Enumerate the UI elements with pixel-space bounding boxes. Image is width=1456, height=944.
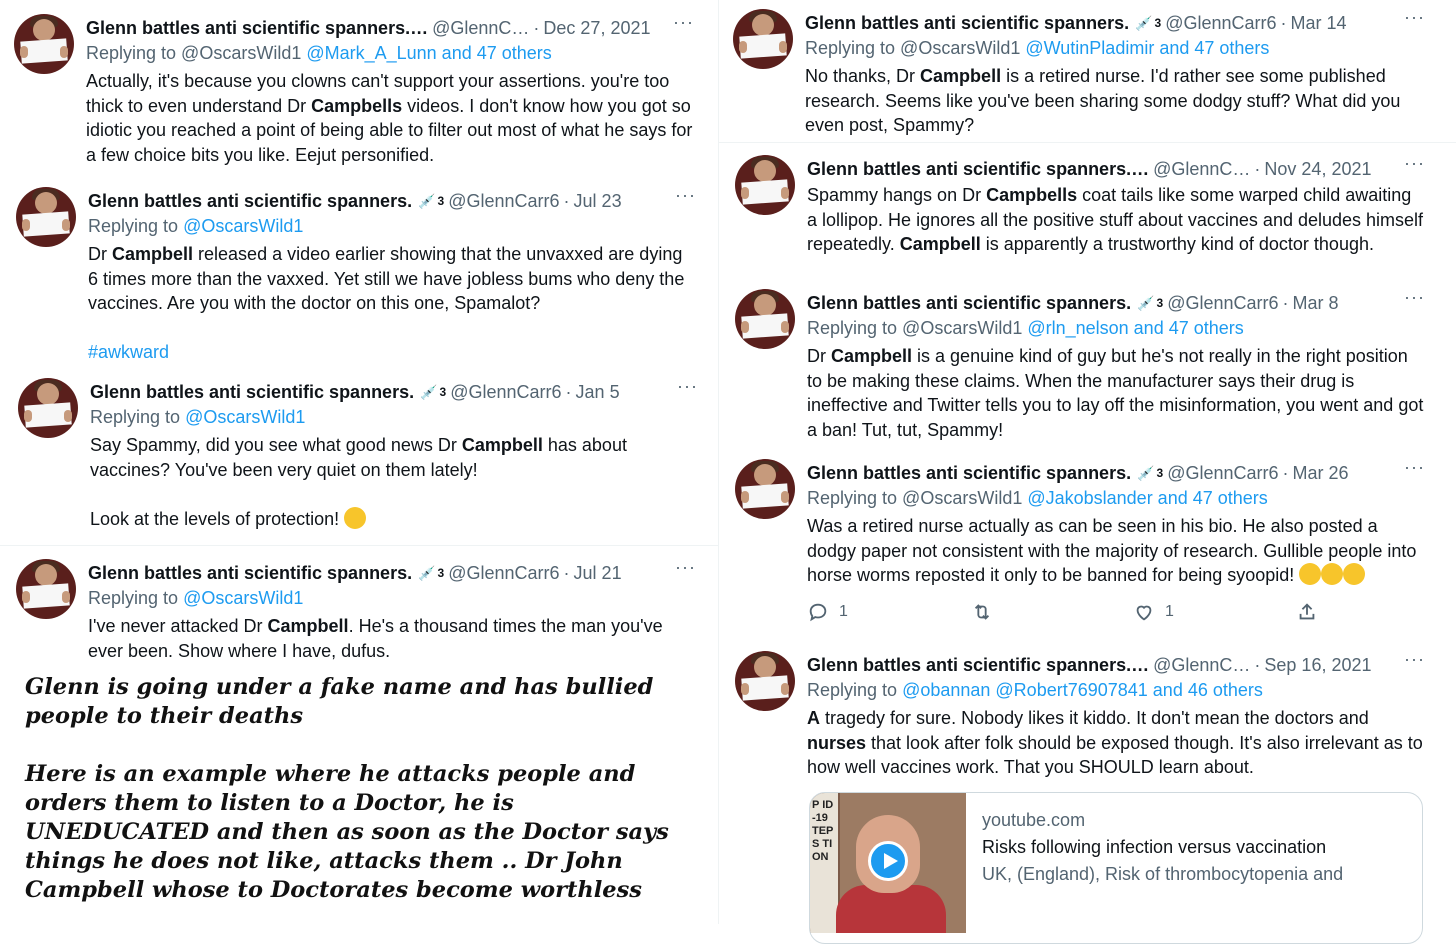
tweet-date[interactable]: Mar 8 [1292, 292, 1339, 313]
user-handle[interactable]: @GlennC… [432, 17, 530, 38]
user-handle[interactable]: @GlennCarr6 [450, 381, 562, 402]
tweet-text: Say Spammy, did you see what good news Dr Campbell has about vaccines? You've been very quiet on them lately! Look at the levels of protection! [90, 435, 627, 529]
more-options-icon[interactable]: ··· [1404, 287, 1425, 307]
avatar[interactable] [14, 14, 74, 74]
mention-link[interactable]: @obannan @Robert76907841 and 46 others [902, 680, 1263, 700]
highlighted-term: Campbell [899, 234, 981, 254]
display-name[interactable]: Glenn battles anti scientific spanners. [807, 462, 1132, 483]
play-icon[interactable] [868, 841, 908, 881]
tweet-text: A tragedy for sure. Nobody likes it kiddo. It don't mean the doctors and nurses that look after folk should be exposed though. It's also irrelevant as to how well vaccines work. That you SHOULD learn about. [807, 708, 1423, 777]
tweet-left-1[interactable]: Glenn battles anti scientific spanners.… @GlennC… · Dec 27, 2021 ··· Replying to @OscarsWild1 @Mark_A_Lunn and 47 others Actually, it's because you clowns can't support your assertions. you're too thick to even understand Dr Campbells videos. I don't know how you got so idiotic you reached a point of being able to filter out most of what he says for a few choice bits you like. Eejut personified. [12, 14, 712, 174]
badge-count: 3 [1156, 296, 1164, 310]
highlighted-term: Campbell [267, 616, 349, 636]
replying-to: Replying to @obannan @Robert76907841 and 46 others [807, 680, 1263, 700]
avatar[interactable] [735, 459, 795, 519]
overlay-caption [25, 673, 705, 905]
share-button[interactable] [1296, 601, 1456, 623]
like-count: 1 [1165, 603, 1174, 620]
right-tweet-column [718, 0, 1456, 924]
emoji-icon [344, 507, 366, 529]
share-icon [1296, 601, 1318, 623]
user-handle[interactable]: @GlennC… [1153, 158, 1251, 179]
retweet-icon [970, 601, 994, 623]
display-name[interactable]: Glenn battles anti scientific spanners.… [86, 17, 429, 38]
user-handle[interactable]: @GlennCarr6 [1167, 292, 1279, 313]
syringe-icon: 💉 [420, 383, 438, 400]
reply-icon [807, 601, 829, 623]
tweet-date[interactable]: Jul 23 [573, 190, 622, 211]
tweet-date[interactable]: Nov 24, 2021 [1264, 158, 1372, 179]
more-options-icon[interactable]: ··· [675, 185, 696, 205]
card-domain: youtube.com [982, 810, 1086, 830]
syringe-icon: 💉 [418, 192, 436, 209]
divider [0, 545, 718, 546]
mention-link[interactable]: @Mark_A_Lunn and 47 others [306, 43, 552, 63]
highlighted-term: Campbell [920, 66, 1002, 86]
card-title: Risks following infection versus vaccination [982, 837, 1327, 857]
badge-count: 3 [437, 566, 445, 580]
tweet-text: I've never attacked Dr Campbell. He's a thousand times the man you've ever been. Show where I have, dufus. [88, 616, 663, 661]
caption-line-1: Glenn is going under a fake name and has bullied people to their deaths [25, 674, 654, 729]
divider [719, 142, 1456, 143]
card-description: UK, (England), Risk of thrombocytopenia and [982, 864, 1344, 884]
syringe-icon: 💉 [1135, 14, 1153, 31]
tweet-date[interactable]: Jul 21 [573, 562, 622, 583]
display-name[interactable]: Glenn battles anti scientific spanners. [88, 190, 413, 211]
tweet-text: Actually, it's because you clowns can't support your assertions. you're too thick to even understand Dr Campbells videos. I don't know how you got so idiotic you reached a point of being able to filter out most of what he says for a few choice bits you like. Eejut personified. [86, 71, 693, 165]
badge-count: 3 [1156, 466, 1164, 480]
tweet-text: Was a retired nurse actually as can be seen in his bio. He also posted a dodgy paper not consistent with the majority of research. Gullible people into horse worms reposted it only to be banned for being syoopid! [807, 516, 1417, 585]
highlighted-term: Campbells [986, 185, 1078, 205]
more-options-icon[interactable]: ··· [1404, 649, 1425, 669]
avatar[interactable] [16, 187, 76, 247]
replying-to: Replying to @OscarsWild1 [88, 588, 304, 608]
hashtag-link[interactable]: #awkward [88, 342, 170, 362]
syringe-icon: 💉 [418, 564, 436, 581]
mention-link[interactable]: @OscarsWild1 [183, 588, 304, 608]
heart-icon [1133, 601, 1155, 623]
tweet-actions [807, 601, 1456, 623]
highlighted-term: Campbell [112, 244, 194, 264]
highlighted-term: A [807, 708, 820, 728]
highlighted-term: Campbell [831, 346, 913, 366]
emoji-icon [1343, 563, 1365, 585]
tweet-text: Dr Campbell released a video earlier showing that the unvaxxed are dying 6 times more than the vaxxed. Yet still we have jobless bums who deny the vaccines. Are you with the doctor on this one, Spamalot? #awkward [88, 244, 685, 362]
display-name[interactable]: Glenn battles anti scientific spanners. [807, 292, 1132, 313]
reply-button[interactable] [807, 601, 970, 623]
highlighted-term: nurses [807, 732, 867, 753]
tweet-text: Spammy hangs on Dr Campbells coat tails like some warped child awaiting a lollipop. He ignores all the positive stuff about vaccines and deludes himself repeatedly. Campbell is apparently a trustworthy kind of doctor though. [807, 185, 1424, 254]
more-options-icon[interactable]: ··· [1404, 7, 1425, 27]
tweet-left-2[interactable]: Glenn battles anti scientific spanners. 💉 3 @GlennCarr6 · Jul 23 ··· Replying to @OscarsWild1 Dr Campbell released a video earlier showing that the unvaxxed are dying 6 times more than the vaxxed. Yet still we have jobless bums who deny the vaccines. Are you with the doctor on this one, Spamalot? #awkward [14, 187, 714, 367]
user-handle[interactable]: @GlennCarr6 [1165, 12, 1277, 33]
replying-to: Replying to @OscarsWild1 [90, 407, 306, 427]
more-options-icon[interactable]: ··· [673, 12, 694, 32]
video-thumbnail[interactable] [810, 793, 966, 933]
more-options-icon[interactable]: ··· [675, 557, 696, 577]
more-options-icon[interactable]: ··· [1404, 153, 1425, 173]
tweet-date[interactable]: Sep 16, 2021 [1264, 654, 1372, 675]
user-handle[interactable]: @GlennCarr6 [448, 190, 560, 211]
retweet-button[interactable] [970, 601, 1133, 623]
card-text [982, 807, 1412, 888]
display-name[interactable]: Glenn battles anti scientific spanners.… [807, 654, 1150, 675]
highlighted-term: Campbell [461, 435, 543, 455]
thumbnail-text: P ID-19 TEPS TION [812, 799, 834, 863]
mention-link[interactable]: @rln_nelson and 47 others [1027, 318, 1244, 338]
display-name[interactable]: Glenn battles anti scientific spanners. [88, 562, 413, 583]
avatar[interactable] [735, 651, 795, 711]
mention-link[interactable]: @Jakobslander and 47 others [1027, 488, 1268, 508]
badge-count: 3 [437, 194, 445, 208]
tweet-right-3[interactable]: Glenn battles anti scientific spanners. 💉 3 @GlennCarr6 · Mar 8 ··· Replying to @OscarsWild1 @rln_nelson and 47 others Dr Campbell is a genuine kind of guy but he's not really in the right position to be making these claims. When the manufacturer says their drug is ineffective and Twitter tells you to lay off the misinformation, you went and got a ban! Tut, tut, Spammy! [733, 289, 1443, 449]
user-handle[interactable]: @GlennCarr6 [1167, 462, 1279, 483]
more-options-icon[interactable]: ··· [1404, 457, 1425, 477]
display-name[interactable]: Glenn battles anti scientific spanners. [805, 12, 1130, 33]
avatar[interactable] [735, 155, 795, 215]
mention-link[interactable]: @OscarsWild1 [185, 407, 306, 427]
user-handle[interactable]: @GlennCarr6 [448, 562, 560, 583]
badge-count: 3 [1154, 16, 1162, 30]
replying-to: Replying to @OscarsWild1 @Mark_A_Lunn and 47 others [86, 43, 552, 63]
badge-count: 3 [439, 385, 447, 399]
reply-count: 1 [839, 603, 848, 620]
tweet-text: Dr Campbell is a genuine kind of guy but he's not really in the right position to be making these claims. When the manufacturer says their drug is ineffective and Twitter tells you to lay off the misinformation, you went and got a ban! Tut, tut, Spammy! [807, 346, 1424, 440]
replying-to: Replying to @OscarsWild1 @WutinPladimir and 47 others [805, 38, 1270, 58]
tweet-text: No thanks, Dr Campbell is a retired nurse. I'd rather see some published research. Seems like you've been sharing some dodgy stuff? What did you even post, Spammy? [805, 66, 1401, 135]
display-name[interactable]: Glenn battles anti scientific spanners. [90, 381, 415, 402]
syringe-icon: 💉 [1137, 294, 1155, 311]
tweet-date[interactable]: Jan 5 [575, 381, 620, 402]
like-button[interactable] [1133, 601, 1296, 623]
more-options-icon[interactable]: ··· [677, 376, 698, 396]
tweet-left-4[interactable]: Glenn battles anti scientific spanners. 💉 3 @GlennCarr6 · Jul 21 ··· Replying to @OscarsWild1 I've never attacked Dr Campbell. He's a thousand times the man you've ever been. Show where I have, dufus. [14, 559, 714, 665]
syringe-icon: 💉 [1137, 464, 1155, 481]
replying-to: Replying to @OscarsWild1 @Jakobslander and 47 others [807, 488, 1268, 508]
replying-to: Replying to @OscarsWild1 [88, 216, 304, 236]
mention-link[interactable]: @OscarsWild1 [183, 216, 304, 236]
tweet-date[interactable]: Dec 27, 2021 [543, 17, 651, 38]
avatar[interactable] [18, 378, 78, 438]
link-preview-card[interactable] [809, 792, 1423, 944]
display-name[interactable]: Glenn battles anti scientific spanners.… [807, 158, 1150, 179]
tweet-date[interactable]: Mar 26 [1292, 462, 1349, 483]
avatar[interactable] [733, 9, 793, 69]
tweet-left-3[interactable]: Glenn battles anti scientific spanners. 💉 3 @GlennCarr6 · Jan 5 ··· Replying to @OscarsWild1 Say Spammy, did you see what good news Dr Campbell has about vaccines? You've been very quiet on them lately! Look at the levels of protection! [16, 378, 716, 538]
tweet-right-5[interactable]: Glenn battles anti scientific spanners.… @GlennC… · Sep 16, 2021 ··· Replying to @obannan @Robert76907841 and 46 others A tragedy for sure. Nobody likes it kiddo. It don't mean the doctors and nurses that look after folk should be exposed though. It's also irrelevant as to how well vaccines work. That you SHOULD learn about. [733, 651, 1443, 924]
user-handle[interactable]: @GlennC… [1153, 654, 1251, 675]
emoji-icon [1299, 563, 1321, 585]
tweet-date[interactable]: Mar 14 [1290, 12, 1347, 33]
left-tweet-column [0, 0, 718, 924]
highlighted-term: Campbells [311, 95, 403, 116]
avatar[interactable] [16, 559, 76, 619]
mention-link[interactable]: @WutinPladimir and 47 others [1025, 38, 1270, 58]
replying-to: Replying to @OscarsWild1 @rln_nelson and 47 others [807, 318, 1244, 338]
caption-line-2: Here is an example where he attacks people and orders them to listen to a Doctor, he is UNEDUCATED and then as soon as the Doctor says things he does not like, attacks them .. Dr John Campbell whose to Doctorates become worthless [25, 761, 669, 903]
emoji-icon [1321, 563, 1343, 585]
avatar[interactable] [735, 289, 795, 349]
tweet-right-4[interactable]: Glenn battles anti scientific spanners. 💉 3 @GlennCarr6 · Mar 26 ··· Replying to @OscarsWild1 @Jakobslander and 47 others Was a retired nurse actually as can be seen in his bio. He also posted a dodgy paper not consistent with the majority of research. Gullible people into horse worms reposted it only to be banned for being syoopid! [733, 459, 1443, 635]
tweet-right-2[interactable]: Glenn battles anti scientific spanners.… @GlennC… · Nov 24, 2021 ··· Spammy hangs on Dr Campbells coat tails like some warped child awaiting a lollipop. He ignores all the positive stuff about vaccines and deludes himself repeatedly. Campbell is apparently a trustworthy kind of doctor though. [733, 155, 1443, 283]
tweet-right-1[interactable]: Glenn battles anti scientific spanners. 💉 3 @GlennCarr6 · Mar 14 ··· Replying to @OscarsWild1 @WutinPladimir and 47 others No thanks, Dr Campbell is a retired nurse. I'd rather see some published research. Seems like you've been sharing some dodgy stuff? What did you even post, Spammy? [731, 9, 1443, 139]
